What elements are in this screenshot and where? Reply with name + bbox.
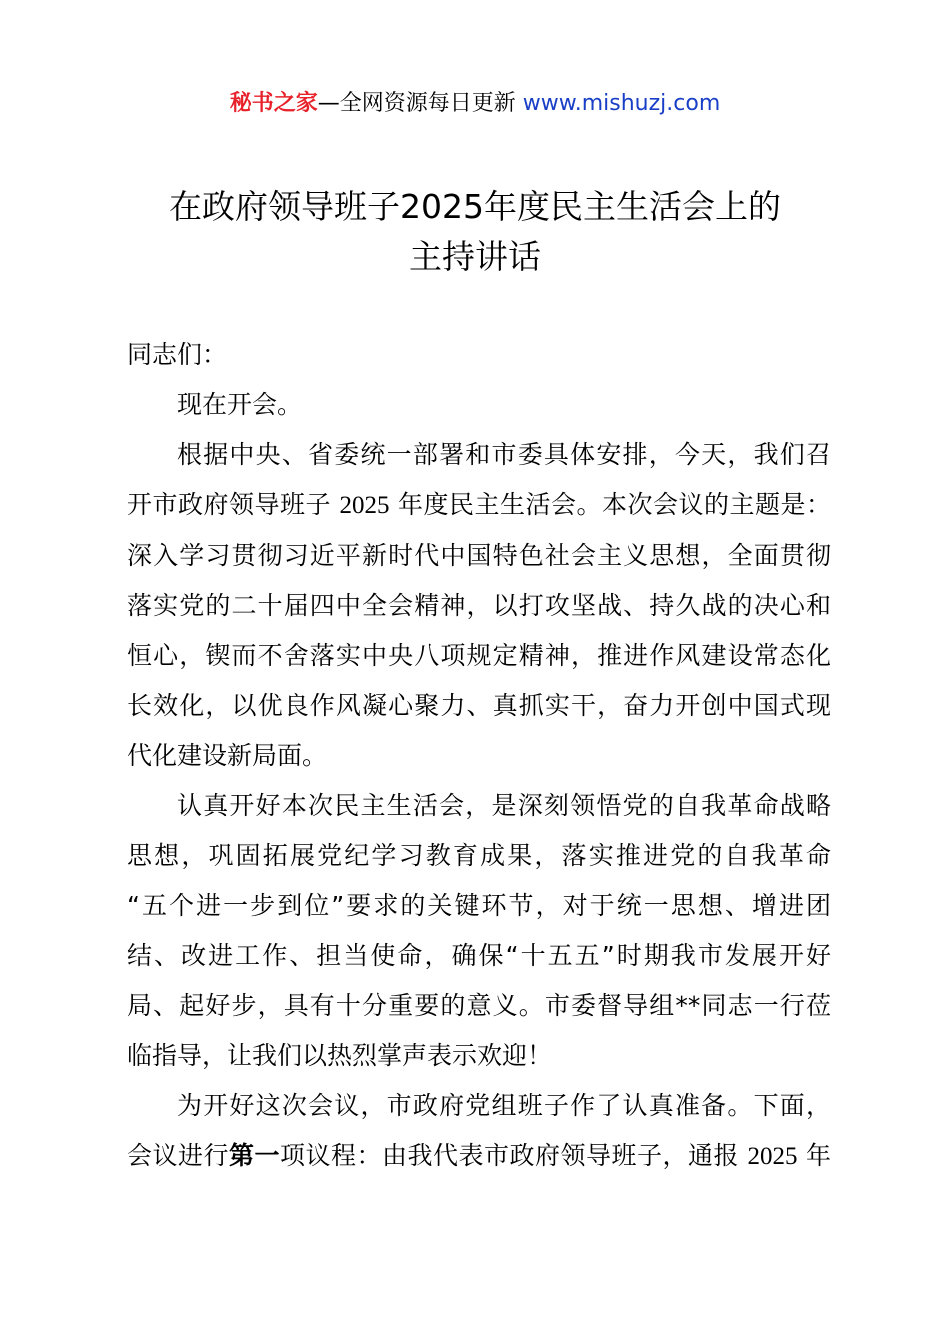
text-line: 思想，巩固拓展党纪学习教育成果，落实推进党的自我革命 [127,841,831,870]
text-line [127,1131,831,1182]
text-line: “五个进一步到位”要求的关键环节，对于统一思想、增进团 [127,891,831,920]
text-line: 结、改进工作、担当使命，确保“十五五”时期我市发展开好 [127,941,831,970]
text-segment: 年度民主生活会。本次会议的主题是： [397,490,831,519]
text-line: 代化建设新局面。 [127,741,328,770]
text-line: 深入学习贯彻习近平新时代中国特色社会主义思想，全面贯彻 [127,541,831,570]
document-title [0,182,950,282]
paragraph-theme [127,430,831,781]
text-line: 根据中央、省委统一部署和市委具体安排，今天，我们召 [177,440,831,469]
text-line: 临指导，让我们以热烈掌声表示欢迎！ [127,1041,553,1070]
header-tagline: —全网资源每日更新 [317,91,523,116]
site-url-link[interactable]: www.mishuzj.com [522,91,721,116]
paragraph-significance [127,781,831,1081]
text-line: 恒心，锲而不舍落实中央八项规定精神，推进作风建设常态化 [127,641,831,670]
text-line: 认真开好本次民主生活会，是深刻领悟党的自我革命战略 [177,791,831,820]
text-segment: 年 [805,1141,831,1170]
salutation: 同志们： [127,340,228,369]
title-line-2: 主持讲话 [409,237,541,276]
year-number: 2025 [747,1143,798,1170]
text-segment: 项议程：由我代表市政府领导班子，通报 [280,1141,740,1170]
text-segment: 会议进行 [127,1141,230,1170]
year-number: 2025 [339,492,390,519]
text-line: 为开好这次会议，市政府党组班子作了认真准备。下面， [177,1091,831,1120]
paragraph-agenda [127,1081,831,1182]
text-line: 长效化，以优良作风凝心聚力、真抓实干，奋力开创中国式现 [127,691,831,720]
brand-name: 秘书之家 [229,91,318,116]
paragraph-opening: 现在开会。 [177,390,303,419]
agenda-item-emphasis: 第一 [229,1141,281,1170]
document-body [127,330,831,1182]
text-line [127,480,831,531]
text-line: 落实党的二十届四中全会精神，以打攻坚战、持久战的决心和 [127,591,831,620]
site-header [0,88,950,120]
text-segment: 开市政府领导班子 [127,490,332,519]
text-line: 局、起好步，具有十分重要的意义。市委督导组**同志一行莅 [127,991,831,1020]
title-line-1: 在政府领导班子2025年度民主生活会上的 [169,187,781,226]
